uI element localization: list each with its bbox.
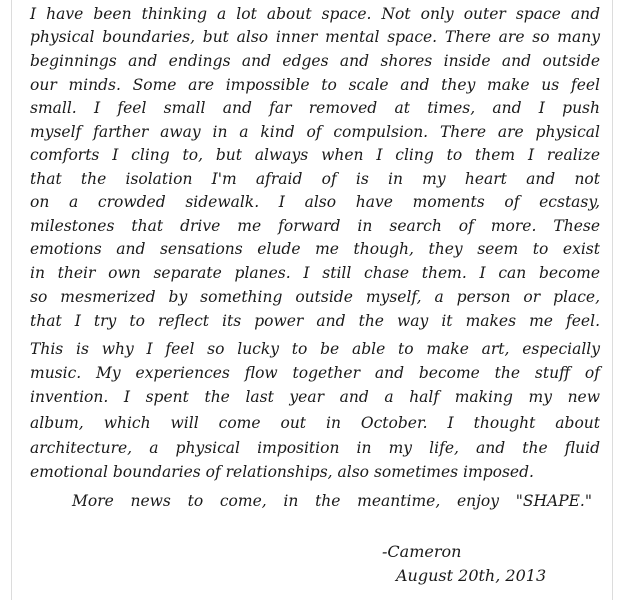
letter-line-3: beginnings and endings and edges and shores inside and outside	[30, 52, 600, 70]
letter-line-16: music. My experiences flow together and become the stuff of	[30, 364, 600, 382]
letter-line-9: on a crowded sidewalk. I also have moments of ecstasy,	[30, 193, 600, 211]
letter-line-4: our minds. Some are impossible to scale and they make us feel	[30, 76, 600, 94]
letter-line-5: small. I feel small and far removed at times, and I push	[30, 99, 600, 117]
letter-line-17: invention. I spent the last year and a half making my new	[30, 388, 600, 406]
letter-line-15: This is why I feel so lucky to be able to make art, especially	[30, 340, 600, 358]
letter-line-14: that I try to reflect its power and the way it makes me feel.	[30, 312, 600, 330]
letter-closing: More news to come, in the meantime, enjoy "SHAPE."	[72, 492, 592, 510]
signature-date: August 20th, 2013	[396, 566, 547, 585]
letter-line-6: myself farther away in a kind of compulsion. There are physical	[30, 123, 600, 141]
page-edge-right	[612, 0, 613, 600]
letter-line-11: emotions and sensations elude me though, they seem to exist	[30, 240, 600, 258]
letter-line-8: that the isolation I'm afraid of is in my heart and not	[30, 170, 600, 188]
letter-line-13: so mesmerized by something outside myself, a person or place,	[30, 288, 600, 306]
signature-name: -Cameron	[382, 542, 462, 561]
letter-line-2: physical boundaries, but also inner mental space. There are so many	[30, 28, 600, 46]
letter-line-18: album, which will come out in October. I thought about	[30, 414, 600, 432]
letter-line-10: milestones that drive me forward in search of more. These	[30, 217, 600, 235]
letter-line-20: emotional boundaries of relationships, also sometimes imposed.	[30, 463, 534, 481]
letter-line-19: architecture, a physical imposition in my life, and the fluid	[30, 439, 600, 457]
letter-line-1: I have been thinking a lot about space. Not only outer space and	[30, 5, 600, 23]
page-edge-left	[11, 0, 12, 600]
letter-line-12: in their own separate planes. I still chase them. I can become	[30, 264, 600, 282]
letter-line-7: comforts I cling to, but always when I cling to them I realize	[30, 146, 600, 164]
